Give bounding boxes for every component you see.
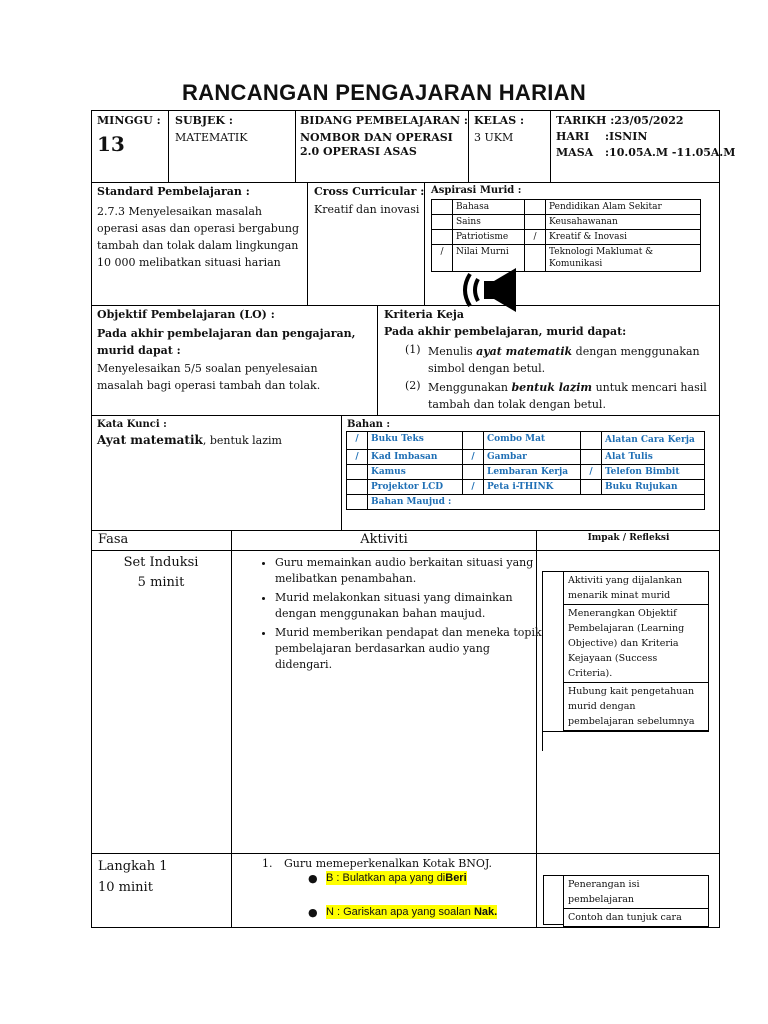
aspirasi-mark — [432, 200, 453, 215]
bahan-mark: / — [463, 450, 484, 465]
table-row — [347, 465, 705, 480]
masa-label: MASA — [556, 146, 594, 159]
bahan-label: Bahan : — [347, 419, 391, 430]
aspirasi-item: Bahasa — [453, 200, 525, 215]
cross-text: Kreatif dan inovasi — [314, 203, 420, 216]
aspirasi-item: Teknologi Maklumat & Komunikasi — [546, 245, 701, 272]
set-induksi-name: Set Induksi — [123, 555, 199, 570]
impak-item: Aktiviti yang dijalankan menarik minat murid — [563, 571, 709, 605]
list-item: • Murid memberikan pendapat dan meneka topik pembelajaran berdasarkan audio yang didengari. — [275, 625, 545, 673]
subjek-label: SUBJEK : — [175, 114, 233, 127]
aspirasi-label: Aspirasi Murid : — [431, 185, 522, 196]
bahan-item: Kamus — [368, 465, 463, 480]
aspirasi-mark — [432, 230, 453, 245]
bahan-item: Gambar — [484, 450, 581, 465]
bahan-item: Alat Tulis — [602, 450, 705, 465]
objektif-label: Objektif Pembelajaran (LO) : — [97, 308, 275, 321]
kriteria-item-2: Menggunakan bentuk lazim untuk mencari hasil tambah dan tolak dengan betul. — [428, 381, 707, 411]
aspirasi-item: Pendidikan Alam Sekitar — [546, 200, 701, 215]
standard-text: 2.7.3 Menyelesaikan masalah operasi asas dan operasi bergabung tambah dan tolak dalam lingkungan 10 000 melibatkan situasi harian — [97, 205, 300, 269]
bahan-item: Kad Imbasan — [368, 450, 463, 465]
aspirasi-item: Nilai Murni — [453, 245, 525, 272]
bahan-item: Bahan Maujud : — [368, 495, 705, 510]
bahan-item: Projektor LCD — [368, 480, 463, 495]
aspirasi-mark — [525, 200, 546, 215]
bnoj-n: N : Gariskan apa yang soalan Nak. — [326, 906, 498, 918]
bahan-item: Buku Rujukan — [602, 480, 705, 495]
bahan-item: Peta i-THINK — [484, 480, 581, 495]
aspirasi-item: Keusahawanan — [546, 215, 701, 230]
aspirasi-item: Patriotisme — [453, 230, 525, 245]
kata-kunci-text: Ayat matematik, bentuk lazim — [97, 433, 282, 447]
table-row — [347, 432, 705, 450]
aspirasi-mark — [525, 245, 546, 272]
fasa-heading: Fasa — [98, 532, 129, 547]
bahan-item: Lembaran Kerja — [484, 465, 581, 480]
bahan-mark — [463, 432, 484, 450]
hari-value: :ISNIN — [605, 130, 648, 143]
kelas-label: KELAS : — [474, 114, 525, 127]
cross-label: Cross Curricular : — [314, 185, 425, 198]
aspirasi-table — [431, 199, 701, 272]
table-row — [347, 450, 705, 465]
bahan-mark: / — [463, 480, 484, 495]
kriteria-item-1: Menulis ayat matematik dengan menggunakan simbol dengan betul. — [428, 345, 700, 375]
langkah1-name: Langkah 1 — [98, 859, 168, 874]
bahan-item: Combo Mat — [484, 432, 581, 450]
standard-label: Standard Pembelajaran : — [97, 185, 250, 198]
bidang-line1: NOMBOR DAN OPERASI — [300, 131, 453, 144]
kriteria-num-2: (2) — [405, 379, 421, 392]
aspirasi-item: Sains — [453, 215, 525, 230]
bullet-icon: ● — [308, 872, 318, 885]
set-induksi-time: 5 minit — [137, 575, 185, 590]
langkah1-time: 10 minit — [98, 880, 153, 895]
table-row — [432, 230, 701, 245]
list-item: • Murid melakonkan situasi yang dimainkan dengan menggunakan bahan maujud. — [275, 590, 545, 622]
impak-item: Hubung kait pengetahuan murid dengan pembelajaran sebelumnya — [563, 683, 709, 731]
table-row — [347, 480, 705, 495]
kata-kunci-label: Kata Kunci : — [97, 419, 167, 430]
bahan-mark — [581, 432, 602, 450]
kelas-value: 3 UKM — [474, 131, 514, 144]
bahan-mark — [463, 465, 484, 480]
impak-box-set-induksi — [543, 571, 709, 732]
impak-item: Penerangan isi pembelajaran — [563, 875, 709, 909]
masa-value: :10.05A.M -11.05A.M — [605, 146, 736, 159]
bahan-mark — [581, 480, 602, 495]
bahan-item: Alatan Cara Kerja — [602, 432, 705, 450]
list-item: • Guru memainkan audio berkaitan situasi yang melibatkan penambahan. — [275, 555, 545, 587]
impak-heading: Impak / Refleksi — [587, 533, 670, 543]
page-title: RANCANGAN PENGAJARAN HARIAN — [181, 80, 587, 105]
subjek-value: MATEMATIK — [175, 131, 248, 144]
bahan-table — [346, 431, 705, 510]
impak-box-langkah1 — [543, 875, 709, 927]
langkah1-item: Guru memeperkenalkan Kotak BNOJ. — [284, 857, 493, 870]
bahan-mark — [581, 450, 602, 465]
aspirasi-mark: / — [525, 230, 546, 245]
table-row — [347, 495, 705, 510]
bahan-mark — [347, 480, 368, 495]
bidang-line2: 2.0 OPERASI ASAS — [300, 145, 417, 158]
bahan-mark — [347, 465, 368, 480]
bahan-mark: / — [347, 450, 368, 465]
kriteria-lead: Pada akhir pembelajaran, murid dapat: — [384, 325, 627, 338]
bahan-item: Buku Teks — [368, 432, 463, 450]
bahan-item: Telefon Bimbit — [602, 465, 705, 480]
table-row — [432, 200, 701, 215]
bidang-label: BIDANG PEMBELAJARAN : — [300, 114, 468, 127]
set-induksi-list — [245, 555, 545, 676]
hari-label: HARI — [556, 130, 590, 143]
bahan-mark — [347, 495, 368, 510]
bahan-mark: / — [581, 465, 602, 480]
aspirasi-mark — [432, 215, 453, 230]
objektif-text: Menyelesaikan 5/5 soalan penyelesaian masalah bagi operasi tambah dan tolak. — [97, 362, 321, 392]
aspirasi-item: Kreatif & Inovasi — [546, 230, 701, 245]
langkah1-item-num: 1. — [262, 857, 273, 870]
minggu-label: MINGGU : — [97, 114, 161, 127]
objektif-lead: Pada akhir pembelajaran dan pengajaran, murid dapat : — [97, 327, 356, 357]
aspirasi-mark — [525, 215, 546, 230]
aktiviti-heading: Aktiviti — [360, 532, 408, 547]
kriteria-label: Kriteria Keja — [384, 308, 464, 321]
impak-item: Contoh dan tunjuk cara — [563, 909, 709, 927]
kriteria-num-1: (1) — [405, 343, 421, 356]
aspirasi-mark: / — [432, 245, 453, 272]
bahan-mark: / — [347, 432, 368, 450]
minggu-value: 13 — [97, 132, 125, 156]
bnoj-b: B : Bulatkan apa yang diBeri — [326, 872, 467, 884]
impak-item: Menerangkan Objektif Pembelajaran (Learning Objective) dan Kriteria Kejayaan (Success Criteria). — [563, 605, 709, 683]
bullet-icon: ● — [308, 906, 318, 919]
tarikh: TARIKH :23/05/2022 — [556, 114, 684, 127]
table-row — [432, 215, 701, 230]
